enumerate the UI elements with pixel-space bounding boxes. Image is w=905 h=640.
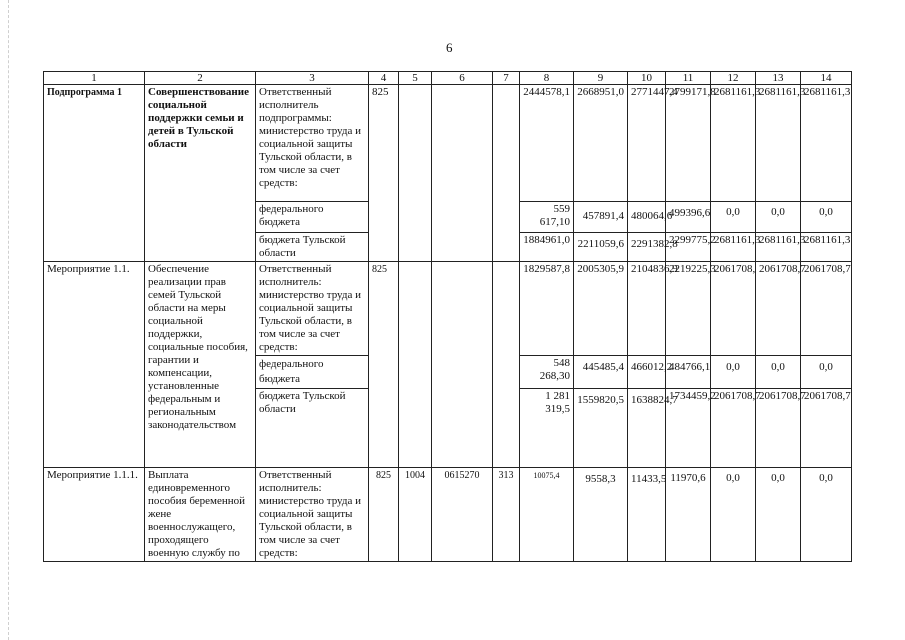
empty-cell: [44, 389, 145, 468]
value-cell: 0,0: [756, 468, 801, 562]
value-cell: 2061708,7: [756, 262, 801, 356]
header-cell: 3: [256, 72, 369, 85]
value-cell: 2291382,8: [628, 233, 666, 262]
grbs-cell: 825: [369, 468, 399, 562]
table-row: [44, 202, 852, 233]
header-cell: 8: [520, 72, 574, 85]
empty-cell: [399, 233, 432, 262]
empty-cell: [493, 85, 520, 202]
value-cell: 2681161,3: [756, 85, 801, 202]
value-cell: 2681161,3: [756, 233, 801, 262]
value-cell: 2299775,2: [666, 233, 711, 262]
empty-cell: [432, 233, 493, 262]
value-cell: 1829587,8: [520, 262, 574, 356]
value-cell: 1734459,2: [666, 389, 711, 468]
funding-source-cell: федерального бюджета: [256, 356, 369, 389]
empty-cell: [493, 262, 520, 356]
empty-cell: [493, 233, 520, 262]
page-edge-line: [8, 0, 9, 640]
value-cell: 1884961,0: [520, 233, 574, 262]
value-cell: 2668951,0: [574, 85, 628, 202]
header-cell: 10: [628, 72, 666, 85]
empty-cell: [399, 202, 432, 233]
value-cell: 2061708,7: [801, 262, 852, 356]
empty-cell: [399, 85, 432, 202]
empty-cell: [432, 389, 493, 468]
empty-cell: [399, 356, 432, 389]
value-cell: 548 268,30: [520, 356, 574, 389]
value-cell: 2061708,: [711, 262, 756, 356]
rzpr-cell: 1004: [399, 468, 432, 562]
value-cell: 0,0: [711, 202, 756, 233]
empty-cell: [145, 202, 256, 233]
table-row: [44, 233, 852, 262]
row-name-cell: Мероприятие 1.1.1.: [44, 468, 145, 562]
header-cell: 1: [44, 72, 145, 85]
funding-source-cell: бюджета Тульской области: [256, 233, 369, 262]
row-name-cell: Мероприятие 1.1.: [44, 262, 145, 356]
value-cell: 0,0: [711, 468, 756, 562]
table-header-row: [44, 72, 852, 85]
empty-cell: [145, 233, 256, 262]
executor-cell: Ответственный исполнитель: министерство труда и социальной защиты Тульской области, в том числе за счет средств:: [256, 468, 369, 562]
row-title-cell: Выплата единовременного пособия беременной жене военнослужащего, проходящего военную службу по: [145, 468, 256, 562]
value-cell: 2211059,6: [574, 233, 628, 262]
budget-table: [43, 71, 852, 562]
value-cell: 484766,1: [666, 356, 711, 389]
header-cell: 7: [493, 72, 520, 85]
value-cell: 2005305,9: [574, 262, 628, 356]
row-title-cell: Обеспечение реализации прав семей Тульской области на меры социальной поддержки, социальные пособия, гарантии и компенсации, установленные федеральным и региональным законодательством: [145, 262, 256, 468]
value-cell: 2799171,8: [666, 85, 711, 202]
header-cell: 14: [801, 72, 852, 85]
row-title-cell: Совершенствование социальной поддержки семьи и детей в Тульской области: [145, 85, 256, 202]
header-cell: 2: [145, 72, 256, 85]
page-number: 6: [446, 40, 453, 55]
empty-cell: [493, 356, 520, 389]
header-cell: 11: [666, 72, 711, 85]
header-cell: 5: [399, 72, 432, 85]
empty-cell: [369, 202, 399, 233]
value-cell: 466012,2: [628, 356, 666, 389]
value-cell: 11970,6: [666, 468, 711, 562]
empty-cell: [399, 389, 432, 468]
empty-cell: [44, 356, 145, 389]
header-cell: 6: [432, 72, 493, 85]
empty-cell: [399, 262, 432, 356]
executor-cell: Ответственный исполнитель подпрограммы: министерство труда и социальной защиты Тульской области, в том числе за счет средств:: [256, 85, 369, 202]
value-cell: 0,0: [801, 356, 852, 389]
header-cell: 13: [756, 72, 801, 85]
grbs-cell: 825: [369, 262, 399, 356]
empty-cell: [44, 233, 145, 262]
value-cell: 1638824,7: [628, 389, 666, 468]
funding-source-cell: федерального бюджета: [256, 202, 369, 233]
grbs-cell: 825: [369, 85, 399, 202]
funding-source-cell: бюджета Тульской области: [256, 389, 369, 468]
value-cell: 2681161,3: [711, 85, 756, 202]
value-cell: 559 617,10: [520, 202, 574, 233]
empty-cell: [369, 389, 399, 468]
value-cell: 2444578,1: [520, 85, 574, 202]
value-cell: 1 281 319,5: [520, 389, 574, 468]
empty-cell: [432, 85, 493, 202]
value-cell: 2771447,4: [628, 85, 666, 202]
value-cell: 2219225,3: [666, 262, 711, 356]
value-cell: 499396,6: [666, 202, 711, 233]
value-cell: 0,0: [801, 468, 852, 562]
empty-cell: [432, 356, 493, 389]
value-cell: 480064,6: [628, 202, 666, 233]
value-cell: 445485,4: [574, 356, 628, 389]
empty-cell: [44, 202, 145, 233]
table-row: [44, 85, 852, 202]
vr-cell: 313: [493, 468, 520, 562]
empty-cell: [493, 202, 520, 233]
header-cell: 12: [711, 72, 756, 85]
empty-cell: [493, 389, 520, 468]
value-cell: 11433,5: [628, 468, 666, 562]
value-cell: 1559820,5: [574, 389, 628, 468]
table-row: [44, 468, 852, 562]
header-cell: 4: [369, 72, 399, 85]
value-cell: 2681161,3: [801, 85, 852, 202]
value-cell: 2061708,7: [711, 389, 756, 468]
value-cell: 2061708,7: [756, 389, 801, 468]
empty-cell: [432, 262, 493, 356]
value-cell: 10075,4: [520, 468, 574, 562]
empty-cell: [432, 202, 493, 233]
empty-cell: [369, 233, 399, 262]
value-cell: 0,0: [756, 202, 801, 233]
value-cell: 2061708,7: [801, 389, 852, 468]
value-cell: 2681161,3: [711, 233, 756, 262]
empty-cell: [369, 356, 399, 389]
executor-cell: Ответственный исполнитель: министерство труда и социальной защиты Тульской области, в том числе за счет средств:: [256, 262, 369, 356]
row-name-cell: Подпрограмма 1: [44, 85, 145, 202]
header-cell: 9: [574, 72, 628, 85]
value-cell: 2681161,3: [801, 233, 852, 262]
value-cell: 0,0: [711, 356, 756, 389]
csr-cell: 0615270: [432, 468, 493, 562]
value-cell: 0,0: [756, 356, 801, 389]
value-cell: 9558,3: [574, 468, 628, 562]
table-row: [44, 262, 852, 356]
value-cell: 457891,4: [574, 202, 628, 233]
value-cell: 2104836,9: [628, 262, 666, 356]
value-cell: 0,0: [801, 202, 852, 233]
